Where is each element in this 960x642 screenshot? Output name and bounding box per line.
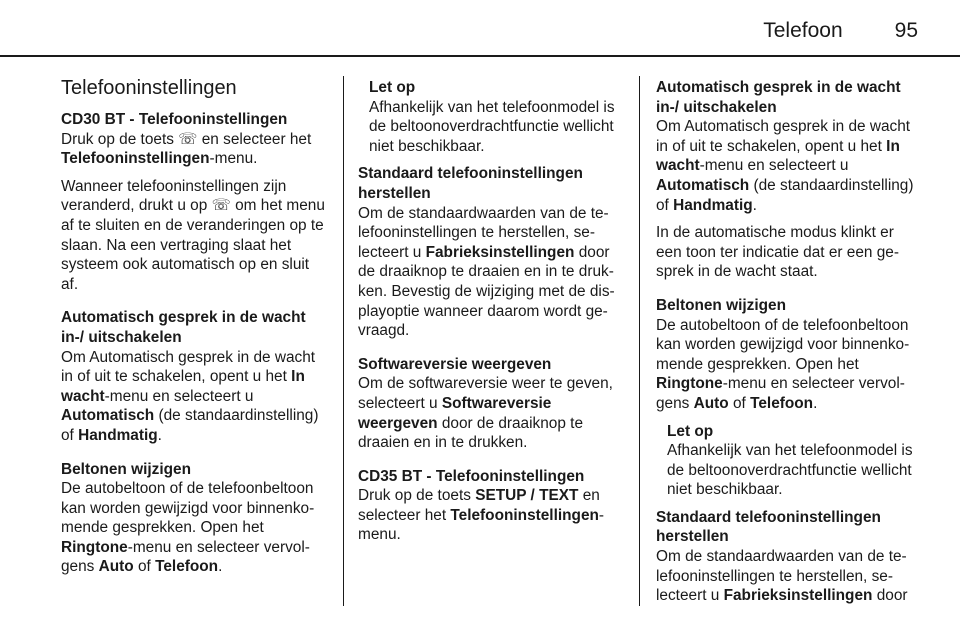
column-divider-1 — [343, 76, 344, 606]
subsection-heading-software: Softwareversie weergeven — [358, 355, 552, 373]
paragraph-software: Om de softwareversie weer te geven, selecteert u Softwareversie weergeven door de draaiknop te draaien en in te drukken. — [358, 375, 613, 452]
column-divider-2 — [639, 76, 640, 606]
phone-menu-icon: ☏ — [178, 130, 198, 148]
note-text: Afhankelijk van het telefoonmodel is de beltoonoverdrachtfunctie wellicht niet beschikbaar. — [369, 98, 615, 155]
note-heading: Let op — [369, 79, 416, 96]
note-heading: Let op — [667, 422, 714, 440]
column-2 — [358, 78, 624, 553]
note-box — [656, 422, 922, 500]
subsection-heading-ringtones: Beltonen wijzigen — [61, 460, 191, 478]
column-1 — [61, 76, 325, 585]
section-title: Telefooninstellingen — [61, 77, 237, 99]
paragraph-auto-mode: In de automatische modus klinkt er een toon ter indicatie dat er een ge- sprek in de wacht staat. — [656, 224, 899, 281]
subsection-heading-ringtones: Beltonen wijzigen — [656, 296, 786, 314]
note-box — [358, 78, 624, 156]
subsection-heading-reset: Standaard telefooninstellingen herstellen — [656, 508, 881, 546]
header-divider — [0, 55, 960, 57]
chapter-title: Telefoon — [763, 19, 843, 42]
subsection-heading-call-waiting: Automatisch gesprek in de wacht in-/ uitschakelen — [656, 79, 901, 116]
paragraph-ringtones: De autobeltoon of de telefoonbeltoon kan worden gewijzigd voor binnenko- mende gesprekken. Open het Ringtone-menu en selecteer vervol- gens Auto of Telefoon. — [61, 480, 315, 576]
paragraph-ringtones: De autobeltoon of de telefoonbeltoon kan worden gewijzigd voor binnenko- mende gesprekken. Open het Ringtone-menu en selecteer vervol- gens Auto of Telefoon. — [656, 316, 910, 412]
paragraph-cd30-save: Wanneer telefooninstellingen zijn veranderd, drukt u op ☏ om het menu af te sluiten en de veranderingen op te slaan. Na een vertraging slaat het systeem ook automatisch op en sluit af. — [61, 177, 325, 293]
paragraph-call-waiting: Om Automatisch gesprek in de wacht in of uit te schakelen, opent u het In wacht-menu en selecteert u Automatisch (de standaardinstelling) of Handmatig. — [61, 348, 319, 444]
note-text: Afhankelijk van het telefoonmodel is de beltoonoverdrachtfunctie wellicht niet beschikbaar. — [667, 442, 913, 499]
subsection-heading-cd30: CD30 BT - Telefooninstellingen — [61, 111, 288, 128]
paragraph-reset: Om de standaardwaarden van de te- lefooninstellingen te herstellen, se- lecteert u Fabrieksinstellingen door — [656, 548, 908, 605]
subsection-heading-call-waiting: Automatisch gesprek in de wacht in-/ uitschakelen — [61, 309, 306, 346]
page-number: 95 — [894, 19, 918, 42]
paragraph-cd35: Druk op de toets SETUP / TEXT en selecteer het Telefooninstellingen- menu. — [358, 487, 605, 544]
paragraph-reset: Om de standaardwaarden van de te- lefooninstellingen te herstellen, se- lecteert u Fabrieksinstellingen door de draaiknop te draaien en in te druk- ken. Bevestig de wijziging met de dis- playoptie wanneer daarom wordt ge- vraagd. — [358, 204, 615, 340]
page-header — [518, 18, 918, 44]
phone-menu-icon: ☏ — [211, 197, 231, 215]
column-3 — [656, 78, 922, 614]
paragraph-call-waiting: Om Automatisch gesprek in de wacht in of uit te schakelen, opent u het In wacht-menu en selecteert u Automatisch (de standaardinstelling) of Handmatig. — [656, 118, 914, 214]
subsection-heading-reset: Standaard telefooninstellingen herstellen — [358, 165, 583, 202]
paragraph-cd30-intro: Druk op de toets ☏ en selecteer het Telefooninstellingen-menu. — [61, 130, 312, 168]
subsection-heading-cd35: CD35 BT - Telefooninstellingen — [358, 467, 585, 485]
